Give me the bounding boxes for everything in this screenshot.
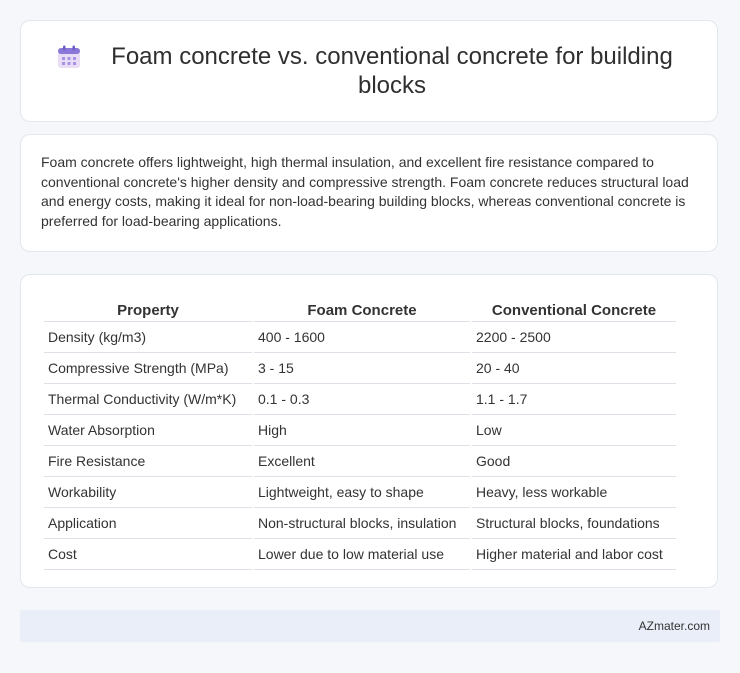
- header-property: Property: [44, 295, 252, 322]
- table-row: [44, 322, 676, 353]
- table-row: [44, 415, 676, 446]
- cell-conventional: Structural blocks, foundations: [472, 508, 676, 539]
- cell-conventional: Good: [472, 446, 676, 477]
- cell-conventional: 1.1 - 1.7: [472, 384, 676, 415]
- cell-foam: High: [254, 415, 470, 446]
- page-title: Foam concrete vs. conventional concrete for building blocks: [111, 43, 673, 99]
- cell-property: Cost: [44, 539, 252, 570]
- cell-property: Fire Resistance: [44, 446, 252, 477]
- table-row: [44, 384, 676, 415]
- calendar-icon: [56, 44, 82, 70]
- cell-property: Thermal Conductivity (W/m*K): [44, 384, 252, 415]
- cell-property: Workability: [44, 477, 252, 508]
- comparison-table: [42, 295, 678, 570]
- summary-text: Foam concrete offers lightweight, high thermal insulation, and excellent fire resistance compared to conventional concrete's higher density and compressive strength. Foam concrete reduces structural load and energy costs, making it ideal for non-load-bearing building blocks, whereas conventional concrete is preferred for load-bearing applications.: [41, 154, 689, 229]
- table-row: [44, 508, 676, 539]
- table-header-row: [44, 295, 676, 322]
- cell-conventional: Higher material and labor cost: [472, 539, 676, 570]
- cell-conventional: 20 - 40: [472, 353, 676, 384]
- header-conventional-concrete: Conventional Concrete: [472, 295, 676, 322]
- footer-bar: [20, 610, 720, 642]
- header-foam-concrete: Foam Concrete: [254, 295, 470, 322]
- cell-foam: Lightweight, easy to shape: [254, 477, 470, 508]
- table-row: [44, 539, 676, 570]
- title-card: [20, 20, 718, 122]
- cell-property: Compressive Strength (MPa): [44, 353, 252, 384]
- cell-foam: 400 - 1600: [254, 322, 470, 353]
- cell-foam: Excellent: [254, 446, 470, 477]
- footer-site-link[interactable]: AZmater.com: [638, 619, 710, 633]
- cell-property: Application: [44, 508, 252, 539]
- cell-property: Water Absorption: [44, 415, 252, 446]
- table-row: [44, 477, 676, 508]
- title-wrap: [49, 42, 689, 100]
- cell-foam: 3 - 15: [254, 353, 470, 384]
- comparison-table-card: [20, 274, 718, 588]
- cell-conventional: Low: [472, 415, 676, 446]
- table-row: [44, 446, 676, 477]
- table-row: [44, 353, 676, 384]
- cell-property: Density (kg/m3): [44, 322, 252, 353]
- cell-conventional: Heavy, less workable: [472, 477, 676, 508]
- cell-foam: Lower due to low material use: [254, 539, 470, 570]
- cell-conventional: 2200 - 2500: [472, 322, 676, 353]
- summary-card: [20, 134, 718, 252]
- cell-foam: 0.1 - 0.3: [254, 384, 470, 415]
- cell-foam: Non-structural blocks, insulation: [254, 508, 470, 539]
